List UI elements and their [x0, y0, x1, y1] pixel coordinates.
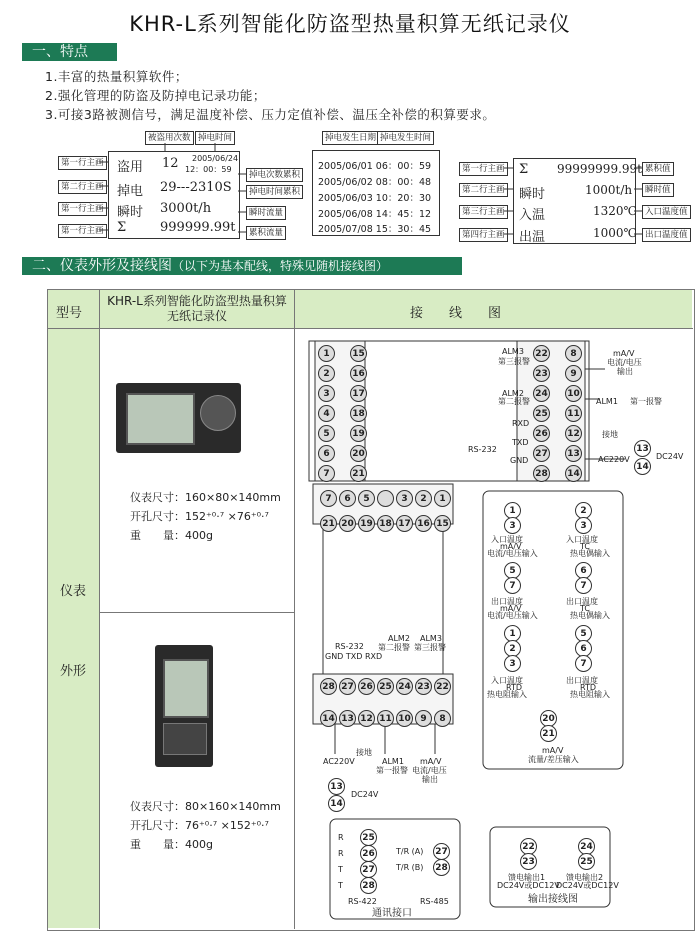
terminal: 27	[360, 861, 377, 878]
divider	[99, 290, 100, 929]
terminal: 23	[520, 853, 537, 870]
terminal: 25	[578, 853, 595, 870]
label-power-off-time: 掉电时间	[195, 131, 235, 145]
terminal: 14	[565, 465, 582, 482]
row-right-label: 掉电次数累积	[246, 168, 303, 182]
output-label: 馈电输出1	[508, 873, 546, 882]
input-label: TC	[580, 604, 591, 613]
divider	[100, 612, 294, 613]
terminal: 19	[358, 515, 375, 532]
row-label: 第一行主画	[459, 162, 508, 176]
terminal: 16	[415, 515, 432, 532]
terminal: 5	[504, 562, 521, 579]
terminal: 9	[415, 710, 432, 727]
row-right-label: 入口温度值	[642, 205, 691, 219]
label: 第二报警	[498, 397, 530, 406]
row-right-label: 瞬时流量	[246, 206, 286, 220]
row-label: 第一行主画	[58, 202, 107, 216]
row-right-label: 瞬时值	[642, 183, 674, 197]
terminal: 4	[318, 405, 335, 422]
terminal: 7	[504, 577, 521, 594]
terminal: 18	[377, 515, 394, 532]
row-name: Σ	[519, 162, 529, 177]
date-row: 2005/06/08 14：45：12	[318, 209, 432, 220]
label: 第三报警	[414, 643, 446, 652]
label: 输出	[422, 775, 438, 784]
label: 输出	[617, 367, 633, 376]
terminal: 28	[533, 465, 550, 482]
terminal	[377, 490, 394, 507]
input-label: TC	[580, 542, 591, 551]
label: TXD	[512, 438, 529, 447]
terminal: 24	[396, 678, 413, 695]
row-extra: 12：00：59	[185, 165, 232, 174]
label: ALM2	[388, 634, 410, 643]
terminal: 28	[320, 678, 337, 695]
row-extra: 2005/06/24	[192, 154, 239, 163]
terminal: 23	[533, 365, 550, 382]
date-row: 2005/06/03 10：20：30	[318, 193, 432, 204]
terminal: 21	[350, 465, 367, 482]
row-label: 第二行主画	[58, 180, 107, 194]
side-label: 外形	[60, 664, 87, 679]
terminal: 2	[415, 490, 432, 507]
terminal: 2	[504, 640, 521, 657]
row-right-label: 累积值	[642, 162, 674, 176]
output-title: 输出接线图	[528, 894, 578, 905]
label: ALM1	[382, 757, 404, 766]
terminal: 14	[634, 458, 651, 475]
label: DC24V	[656, 452, 684, 461]
device-screen	[163, 659, 209, 718]
input-label: 出口温度	[566, 597, 598, 606]
label: 接地	[356, 748, 372, 757]
terminal: 14	[320, 710, 337, 727]
terminal: 13	[634, 440, 651, 457]
terminal: 3	[504, 517, 521, 534]
terminal: 7	[320, 490, 337, 507]
row-name: 盗用	[117, 160, 144, 175]
col-header-product: KHR-L系列智能化防盗型热量积算无纸记录仪	[107, 294, 287, 323]
terminal: 13	[328, 778, 345, 795]
comm-label: RS-422	[348, 897, 377, 906]
terminal: 5	[318, 425, 335, 442]
terminal: 2	[318, 365, 335, 382]
row-value: 99999999.99t	[557, 162, 642, 176]
section-header-features: 一、特点	[22, 43, 117, 61]
label: 接地	[602, 430, 618, 439]
connector-lines	[0, 0, 330, 250]
input-label: 流量/差压输入	[528, 755, 579, 764]
label: ALM3	[420, 634, 442, 643]
row-label: 第四行主画	[459, 228, 508, 242]
feature-item: 3.可接3路被测信号，满足温度补偿、压力定值补偿、温压全补偿的积算要求。	[45, 107, 496, 122]
terminal: 22	[434, 678, 451, 695]
terminal: 14	[328, 795, 345, 812]
label: DC24V	[351, 790, 379, 799]
label-theft-count: 被盗用次数	[145, 131, 194, 145]
comm-label: RS-485	[420, 897, 449, 906]
terminal: 2	[575, 502, 592, 519]
section-title: 二、仪表外形及接线图	[32, 258, 172, 274]
input-label: mA/V	[542, 746, 564, 755]
terminal: 24	[578, 838, 595, 855]
label-power-off-date: 掉电发生日期	[322, 131, 379, 145]
terminal: 26	[533, 425, 550, 442]
row-value: 3000t/h	[160, 201, 212, 216]
feature-item: 1.丰富的热量积算软件；	[45, 69, 188, 84]
spec-cutout: 开孔尺寸：76⁺⁰·⁷ ×152⁺⁰·⁷	[130, 819, 269, 832]
terminal: 1	[434, 490, 451, 507]
terminal: 13	[339, 710, 356, 727]
terminal: 6	[575, 562, 592, 579]
terminal: 6	[575, 640, 592, 657]
row-name: 瞬时	[519, 187, 546, 202]
terminal: 7	[575, 577, 592, 594]
terminal: 22	[520, 838, 537, 855]
row-label: 第二行主画	[459, 183, 508, 197]
terminal: 3	[575, 517, 592, 534]
row-value: 29---2310S	[160, 180, 232, 195]
label: 电流/电压	[607, 358, 642, 367]
input-label: 热电阻输入	[487, 690, 527, 699]
terminal: 10	[565, 385, 582, 402]
row-value: 1000℃	[593, 226, 637, 240]
row-name: 瞬时	[117, 205, 144, 220]
terminal: 3	[504, 655, 521, 672]
terminal: 26	[360, 845, 377, 862]
input-label: 热电偶输入	[570, 611, 610, 620]
terminal: 27	[433, 843, 450, 860]
label: AC220V	[598, 455, 630, 464]
device-photo-vertical	[155, 645, 213, 767]
terminal: 16	[350, 365, 367, 382]
side-column	[48, 328, 99, 928]
terminal: 12	[565, 425, 582, 442]
terminal: 8	[434, 710, 451, 727]
label: 第二报警	[378, 643, 410, 652]
date-row: 2005/06/02 08：00：48	[318, 177, 432, 188]
terminal: 3	[318, 385, 335, 402]
row-value: 1000t/h	[585, 183, 633, 197]
row-name: 入温	[519, 208, 546, 223]
comm-label: T	[338, 881, 343, 890]
terminal: 24	[533, 385, 550, 402]
spec-weight: 重 量：400g	[130, 529, 213, 542]
input-label: 电流/电压输入	[487, 611, 538, 620]
output-label: DC24V或DC12V	[497, 881, 560, 890]
label: 电流/电压	[412, 766, 447, 775]
terminal: 1	[504, 502, 521, 519]
row-label: 第一行主画	[58, 156, 107, 170]
label: ALM2	[502, 389, 524, 398]
spec-size: 仪表尺寸：80×160×140mm	[130, 800, 281, 813]
comm-label: T/R (B)	[396, 863, 424, 872]
comm-label: R	[338, 833, 344, 842]
row-name: 掉电	[117, 184, 144, 199]
input-label: RTD	[580, 683, 597, 692]
label-power-off-time: 掉电发生时间	[377, 131, 434, 145]
device-keypad	[163, 723, 207, 755]
terminal: 11	[565, 405, 582, 422]
terminal: 17	[396, 515, 413, 532]
date-row: 2005/06/01 06：00：59	[318, 161, 432, 172]
connector-lines-3	[440, 150, 650, 250]
input-label: 热电偶输入	[570, 549, 610, 558]
row-value: 1320℃	[593, 204, 637, 218]
label: 第一报警	[630, 397, 662, 406]
terminal: 6	[339, 490, 356, 507]
terminal: 1	[504, 625, 521, 642]
terminal: 12	[358, 710, 375, 727]
device-screen	[126, 393, 195, 445]
page-title: KHR-L系列智能化防盗型热量积算无纸记录仪	[129, 12, 571, 36]
terminal: 6	[318, 445, 335, 462]
terminal: 23	[415, 678, 432, 695]
terminal: 20	[339, 515, 356, 532]
terminal: 27	[533, 445, 550, 462]
input-label: mA/V	[500, 542, 522, 551]
input-label: RTD	[506, 683, 523, 692]
device-photo-horizontal	[116, 383, 241, 453]
terminal: 11	[377, 710, 394, 727]
terminal: 3	[396, 490, 413, 507]
label: AC220V	[323, 757, 355, 766]
terminal: 20	[350, 445, 367, 462]
terminal: 9	[565, 365, 582, 382]
terminal: 19	[350, 425, 367, 442]
row-value: 12	[162, 156, 179, 171]
input-label: 出口温度	[491, 597, 523, 606]
comm-label: T/R (A)	[396, 847, 424, 856]
label: 第三报警	[498, 357, 530, 366]
input-label: 热电阻输入	[570, 690, 610, 699]
terminal: 28	[360, 877, 377, 894]
input-label: mA/V	[500, 604, 522, 613]
terminal: 10	[396, 710, 413, 727]
label: RS-232	[468, 445, 497, 454]
comm-title: 通讯接口	[372, 908, 412, 919]
input-label: 入口温度	[566, 535, 598, 544]
row-right-label: 累积流量	[246, 226, 286, 240]
terminal: 22	[533, 345, 550, 362]
terminal: 17	[350, 385, 367, 402]
terminal: 18	[350, 405, 367, 422]
row-name: Σ	[117, 220, 127, 235]
terminal: 8	[565, 345, 582, 362]
comm-label: R	[338, 849, 344, 858]
label: 第一报警	[376, 766, 408, 775]
feature-item: 2.强化管理的防盗及防掉电记录功能；	[45, 88, 266, 103]
label: ALM1	[596, 397, 618, 406]
spec-size: 仪表尺寸：160×80×140mm	[130, 491, 281, 504]
label: GND	[510, 456, 529, 465]
label: RS-232	[335, 642, 364, 651]
terminal: 25	[377, 678, 394, 695]
output-label: DC24V或DC12V	[556, 881, 619, 890]
device-keypad	[200, 395, 236, 431]
section-tip: （以下为基本配线，特殊见随机接线图）	[172, 259, 389, 273]
date-row: 2005/07/08 15：30：45	[318, 224, 432, 235]
terminal: 21	[320, 515, 337, 532]
terminal: 27	[339, 678, 356, 695]
input-label: 出口温度	[566, 676, 598, 685]
row-right-label: 出口温度值	[642, 228, 691, 242]
terminal: 25	[533, 405, 550, 422]
input-label: 入口温度	[491, 676, 523, 685]
label: RXD	[512, 419, 530, 428]
spec-cutout: 开孔尺寸：152⁺⁰·⁷ ×76⁺⁰·⁷	[130, 510, 269, 523]
label: ALM3	[502, 347, 524, 356]
terminal: 26	[358, 678, 375, 695]
terminal: 15	[434, 515, 451, 532]
spec-weight: 重 量：400g	[130, 838, 213, 851]
row-label: 第一行主画	[58, 224, 107, 238]
col-header-wiring: 接 线 图	[410, 306, 502, 321]
row-right-label: 掉电时间累积	[246, 185, 303, 199]
side-label: 仪表	[60, 584, 87, 599]
section-header-wiring	[22, 257, 462, 275]
terminal: 7	[318, 465, 335, 482]
terminal: 21	[540, 725, 557, 742]
col-header-model: 型号	[56, 306, 83, 321]
row-name: 出温	[519, 230, 546, 245]
row-value: 999999.99t	[160, 220, 236, 235]
terminal: 13	[565, 445, 582, 462]
terminal: 28	[433, 859, 450, 876]
terminal: 5	[358, 490, 375, 507]
terminal: 7	[575, 655, 592, 672]
input-label: 入口温度	[491, 535, 523, 544]
label: mA/V	[613, 349, 635, 358]
terminal: 15	[350, 345, 367, 362]
terminal: 5	[575, 625, 592, 642]
label: mA/V	[420, 757, 442, 766]
output-label: 馈电输出2	[566, 873, 604, 882]
label: GND TXD RXD	[325, 652, 383, 661]
comm-label: T	[338, 865, 343, 874]
terminal: 1	[318, 345, 335, 362]
terminal: 25	[360, 829, 377, 846]
terminal: 20	[540, 710, 557, 727]
row-label: 第三行主画	[459, 205, 508, 219]
input-label: 电流/电压输入	[487, 549, 538, 558]
